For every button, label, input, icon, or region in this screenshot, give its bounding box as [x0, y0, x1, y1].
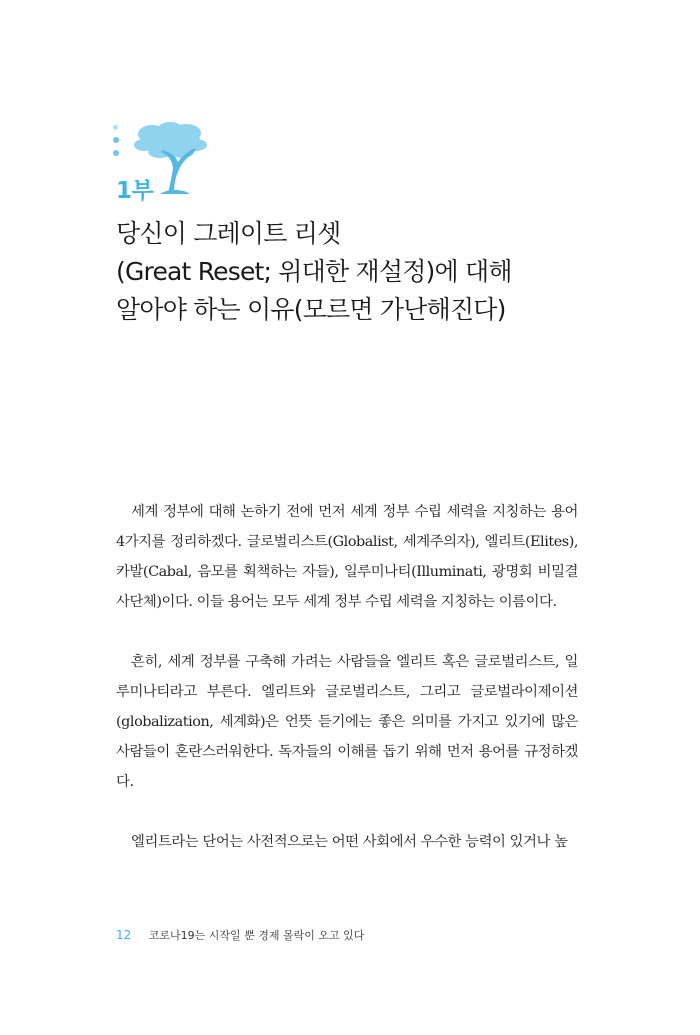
paragraph: 엘리트라는 단어는 사전적으로는 어떤 사회에서 우수한 능력이 있거나 높	[131, 834, 568, 850]
chapter-title	[116, 215, 586, 329]
dot	[113, 125, 118, 130]
page-number: 12	[116, 928, 132, 942]
dot	[113, 137, 119, 143]
paragraph: 흔히, 세계 정부를 구축해 가려는 사람들을 엘리트 혹은 글로벌리스트, 일루미나티라고 부른다. 엘리트와 글로벌리스트, 그리고 글로벌라이제이션(globalization, 세계화)은 언뜻 듣기에는 좋은 의미를 가지고 있기에 많은 사람들이 혼란스러워한다. 독자들의 이해를 돕기 위해 먼저 용어를 규정하겠다.	[116, 654, 578, 790]
title-line: 당신이 그레이트 리셋	[116, 219, 341, 248]
part-label: 1부	[116, 178, 154, 204]
title-line: (Great Reset; 위대한 재설정)에 대해	[116, 257, 512, 286]
dot	[113, 150, 119, 156]
paragraph: 세계 정부에 대해 논하기 전에 먼저 세계 정부 수립 세력을 지칭하는 용어 4가지를 정리하겠다. 글로벌리스트(Globalist, 세계주의자), 엘리트(Elites), 카발(Cabal, 음모를 획책하는 자들), 일루미나티(Illuminati, 광명회 비밀결사단체)이다. 이들 용어는 모두 세계 정부 수립 세력을 지칭하는 이름이다.	[116, 504, 578, 610]
page-footer	[116, 927, 364, 943]
body-text	[116, 497, 578, 887]
title-line: 알아야 하는 이유(모르면 가난해진다)	[116, 295, 506, 324]
running-title: 코로나19는 시작일 뿐 경제 몰락이 오고 있다	[148, 929, 365, 942]
